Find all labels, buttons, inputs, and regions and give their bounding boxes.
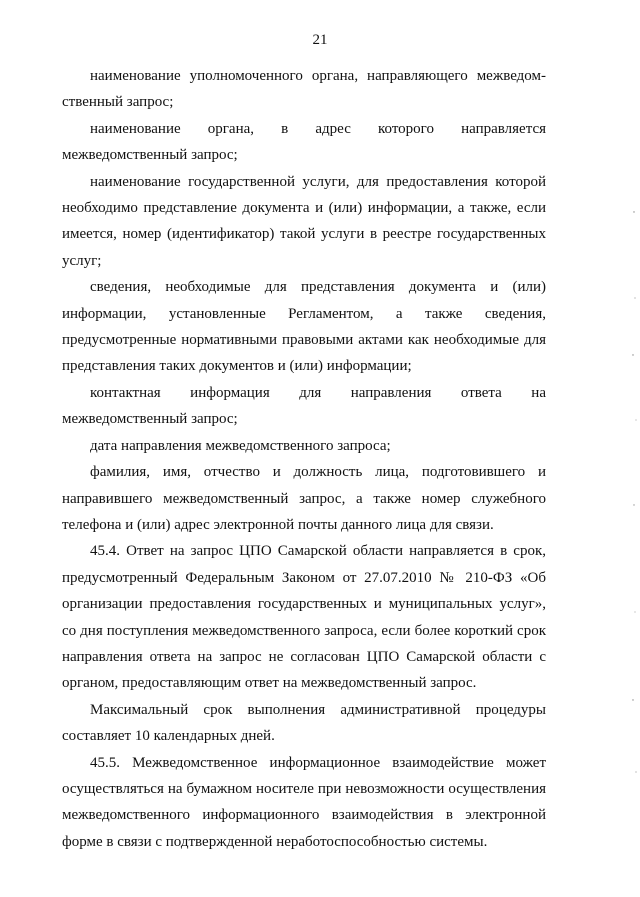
document-body: [62, 63, 546, 855]
paragraph-max-duration: Максимальный срок выполнения административной процедуры составляет 10 календарных дней.: [62, 701, 546, 745]
paragraph-required-info: сведения, необходимые для представления документа и (или) информации, установленные Регламентом, а также сведения, предусмотренные нормативными правовыми актами как необходимые для представления таких документов и (или) информации;: [62, 279, 546, 375]
paragraph-responsible-person: фамилия, имя, отчество и должность лица, подготовившего и направившего межведомственный запрос, а также номер служебного телефона и (или) адрес электронной почты данного лица для связи.: [62, 464, 546, 533]
paragraph-service-name: наименование государственной услуги, для предоставления которой необходимо представление документа и (или) информации, а также, если имеется, номер (идентификатор) такой услуги в реестре государственных услуг;: [62, 173, 546, 269]
paragraph-section-45-4: 45.4. Ответ на запрос ЦПО Самарской области направляется в срок, предусмотренный Федеральным Законом от 27.07.2010 № 210-ФЗ «Об организации предоставления государственных и муниципальных услуг», со дня поступления межведомственного запроса, если более короткий срок направления ответа на запрос не согласован ЦПО Самарской области с органом, предоставляющим ответ на межведомственный запрос.: [62, 543, 546, 692]
paragraph-recipient-body: наименование органа, в адрес которого направляется межведомственный запрос;: [62, 120, 546, 164]
scan-edge-specks: [628, 0, 640, 897]
paragraph-requesting-body: наименование уполномоченного органа, направляющего межведом-ственный запрос;: [62, 68, 546, 111]
page-number: 21: [312, 32, 328, 48]
paragraph-section-45-5: 45.5. Межведомственное информационное взаимодействие может осуществляться на бумажном носителе при невозможности осуществления межведомственного информационного взаимодействия в электронной форме в связи с подтвержденной неработоспособностью системы.: [62, 754, 546, 850]
paragraph-request-date: дата направления межведомственного запроса;: [90, 437, 391, 454]
paragraph-contact-info: контактная информация для направления ответа на межведомственный запрос;: [62, 384, 546, 428]
